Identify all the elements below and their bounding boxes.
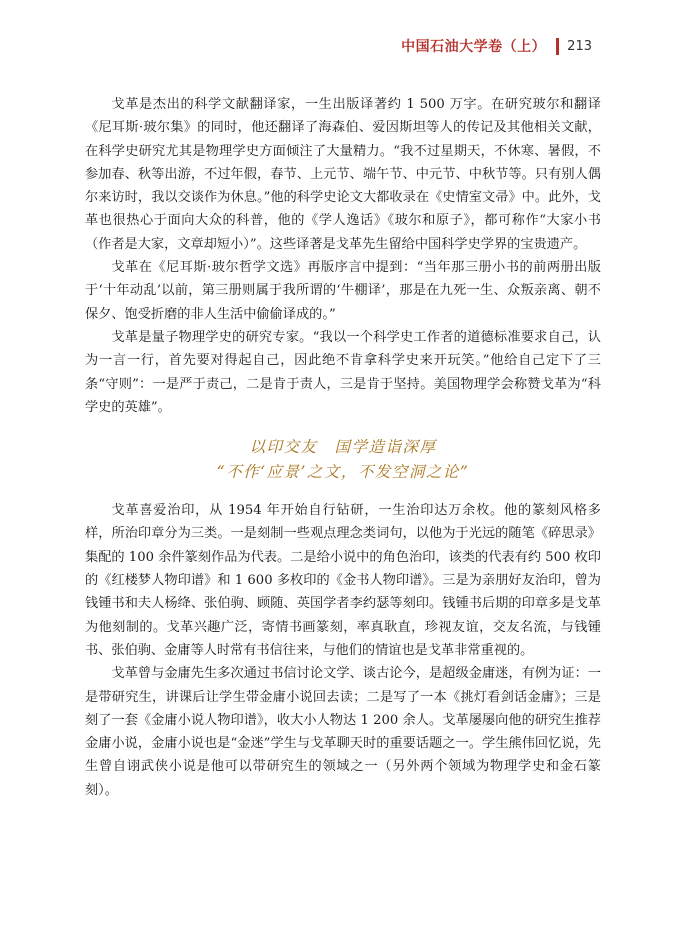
header-divider [556,38,559,55]
paragraph: 戈革是杰出的科学文献翻译家，一生出版译著约 1 500 万字。在研究玻尔和翻译《尼耳斯·玻尔集》的同时，他还翻译了海森伯、爱因斯坦等人的传记及其他相关文献，在科学史研究尤其是物理学史方面倾注了大量精力。“我不过星期天，不休寒、暑假，不参加春、秋等出游，不过年假，春节、上元节、端午节、中元节、中秋节等。只有别人偶尔来访时，我以交谈作为休息。”他的科学史论文大都收录在《史情室文帚》中。此外，戈革也很热心于面向大众的科普，他的《学人逸话》《玻尔和原子》，都可称作“大家小书（作者是大家，文章却短小）”。这些译著是戈革先生留给中国科学史学界的宝贵遗产。 [85,97,601,252]
section-heading [85,435,601,485]
paragraph: 戈革曾与金庸先生多次通过书信讨论文学、谈古论今，是超级金庸迷，有例为证：一是带研究生，讲课后让学生带金庸小说回去读；二是写了一本《挑灯看剑话金庸》；三是刻了一套《金庸小说人物印谱》，收大小人物达 1 200 余人。戈革屡屡向他的研究生推荐金庸小说，金庸小说也是“金迷”学生与戈革聊天时的重要话题之一。学生熊伟回忆说，先生曾自诩武侠小说是他可以带研究生的领域之一（另外两个领域为物理学史和金石篆刻）。 [85,666,601,798]
section-heading-line-1: 以印交友 国学造诣深厚 [249,438,437,457]
paragraph: 戈革是量子物理学史的研究专家。“我以一个科学史工作者的道德标准要求自己，认为一言一行，首先要对得起自己，因此绝不肯拿科学史来开玩笑。”他给自己定下了三条“守则”：一是严于责己，二是肯于责人，三是肯于坚持。美国物理学会称赞戈革为“科学史的英雄”。 [85,329,601,415]
page-number: 213 [567,38,592,54]
section-heading-line-2: “不作‘应景’之文，不发空洞之论” [216,463,470,482]
running-header [401,36,592,56]
paragraph: 戈革在《尼耳斯·玻尔哲学文选》再版序言中提到：“当年那三册小书的前两册出版于‘十年动乱’以前，第三册则属于我所谓的‘牛棚译’，那是在九死一生、众叛亲离、朝不保夕、饱受折磨的非人生活中偷偷译成的。” [85,260,601,322]
book-title: 中国石油大学卷（上） [401,39,547,55]
article-body [85,93,601,802]
paragraph: 戈革喜爱治印，从 1954 年开始自行钻研，一生治印达万余枚。他的篆刻风格多样，所治印章分为三类。一是刻制一些观点理念类词句，以他为于光远的随笔《碎思录》集配的 100 余件篆刻作品为代表。二是给小说中的角色治印，该类的代表有约 500 枚印的《红楼梦人物印谱》和 1 600 多枚印的《金书人物印谱》。三是为亲朋好友治印，曾为钱锺书和夫人杨绛、张伯驹、顾随、英国学者李约瑟等刻印。钱锺书后期的印章多是戈革为他刻制的。戈革兴趣广泛，寄情书画篆刻，率真耿直，珍视友谊，交友名流，与钱锺书、张伯驹、金庸等人时常有书信往来，与他们的情谊也是戈革非常重视的。 [85,503,601,658]
